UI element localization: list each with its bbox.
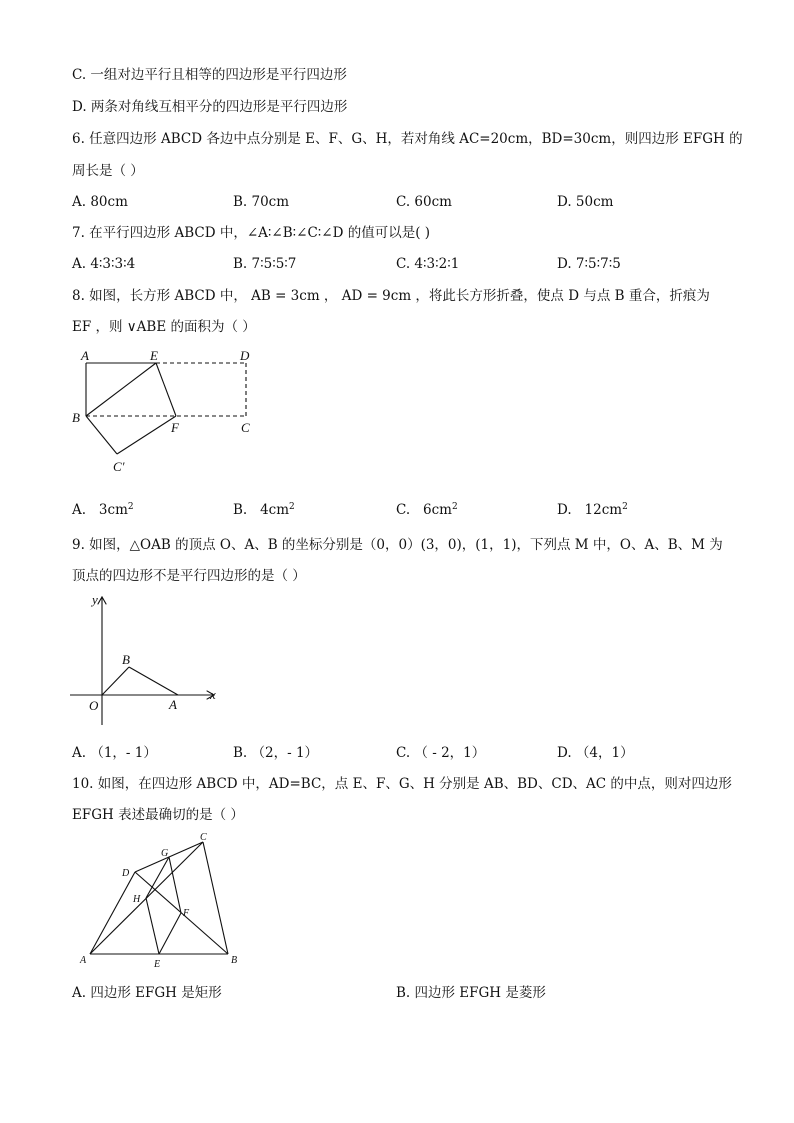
- q8-option-c-value: 6cm: [423, 502, 452, 518]
- q8-option-c-exp: 2: [451, 502, 458, 512]
- q10-label-c: C: [200, 832, 207, 843]
- q9-option-d[interactable]: D. （4，1）: [557, 745, 634, 761]
- q8-option-b-value: 4cm: [260, 502, 290, 518]
- q9-label-o: O: [89, 698, 99, 713]
- q8-label-d: D: [240, 348, 250, 363]
- q8-option-a-value: 3cm: [98, 502, 128, 518]
- q8-stem-line2: EF ，则 ∨ABE 的面积为（ ）: [72, 319, 256, 335]
- q9-label-y: y: [92, 592, 98, 607]
- q8-figure-lines: [86, 363, 246, 454]
- q10-label-b: B: [231, 955, 238, 966]
- q6-option-b[interactable]: B. 70cm: [233, 194, 290, 210]
- prev-option-d: D. 两条对角线互相平分的四边形是平行四边形: [72, 99, 348, 115]
- q6-option-c[interactable]: C. 60cm: [396, 194, 452, 210]
- q8-edge-c-prime-f: [117, 416, 176, 454]
- q9-label-b: B: [122, 652, 130, 667]
- q9-figure: [70, 590, 230, 730]
- q8-label-f: F: [171, 420, 179, 435]
- q8-option-d-letter: D.: [557, 502, 572, 518]
- q8-label-c: C: [241, 420, 250, 435]
- q8-label-e: E: [150, 348, 158, 363]
- q10-label-a: A: [80, 955, 87, 966]
- q8-option-a-letter: A.: [72, 502, 87, 518]
- q8-option-d-exp: 2: [622, 502, 628, 512]
- q7-option-b[interactable]: B. 7∶5∶5∶7: [233, 256, 297, 272]
- q8-edge-ef: [156, 363, 176, 416]
- q8-edge-bc-prime: [86, 416, 117, 454]
- q9-edge-ba: [129, 667, 178, 695]
- q10-edge-da: [90, 872, 135, 954]
- q10-segment-ef: [159, 913, 181, 954]
- q8-option-c[interactable]: [396, 501, 458, 519]
- q10-option-a[interactable]: A. 四边形 EFGH 是矩形: [72, 985, 222, 1001]
- q8-label-c-prime: C′: [113, 459, 125, 474]
- q10-edge-bc: [203, 842, 228, 954]
- q8-option-d-value: 12cm: [584, 502, 623, 518]
- q6-option-d[interactable]: D. 50cm: [557, 194, 614, 210]
- q8-option-d[interactable]: [557, 501, 628, 519]
- q8-edge-be: [86, 363, 156, 416]
- q10-option-b[interactable]: B. 四边形 EFGH 是菱形: [396, 985, 546, 1001]
- q6-option-a[interactable]: A. 80cm: [72, 194, 128, 210]
- q10-stem-line1: 10. 如图，在四边形 ABCD 中，AD=BC，点 E、F、G、H 分别是 AB、BD、CD、AC 的中点，则对四边形: [72, 776, 732, 792]
- q8-option-b-letter: B.: [233, 502, 248, 518]
- q9-triangle: [102, 667, 178, 695]
- q8-stem-line1: 8. 如图，长方形 ABCD 中， AB = 3cm ， AD = 9cm ，将此长方形折叠，使点 D 与点 B 重合，折痕为: [72, 288, 710, 304]
- q8-label-b: B: [72, 410, 80, 425]
- q10-figure-lines: [90, 842, 228, 954]
- q9-edge-ob: [102, 667, 129, 695]
- q9-stem-line2: 顶点的四边形不是平行四边形的是（ ）: [72, 568, 306, 584]
- q8-option-b[interactable]: [233, 501, 295, 519]
- q9-option-a[interactable]: A. （1，- 1）: [72, 745, 157, 761]
- q9-stem-line1: 9. 如图，△OAB 的顶点 O、A、B 的坐标分别是（0，0）(3，0)，(1，1)，下列点 M 中，O、A、B、M 为: [72, 537, 723, 553]
- q10-stem-line2: EFGH 表述最确切的是（ ）: [72, 807, 244, 823]
- q6-stem-line2: 周长是（ ）: [72, 163, 144, 179]
- q10-label-f: F: [183, 908, 190, 919]
- q6-stem-line1: 6. 任意四边形 ABCD 各边中点分别是 E、F、G、H，若对角线 AC=20cm，BD=30cm，则四边形 EFGH 的: [72, 131, 743, 147]
- q7-option-d[interactable]: D. 7∶5∶7∶5: [557, 256, 621, 272]
- q7-stem: 7. 在平行四边形 ABCD 中，∠A∶∠B∶∠C∶∠D 的值可以是( ): [72, 225, 431, 241]
- q7-option-c[interactable]: C. 4∶3∶2∶1: [396, 256, 460, 272]
- q10-label-h: H: [133, 894, 141, 905]
- q9-option-c[interactable]: C. （ - 2，1）: [396, 745, 486, 761]
- q9-label-x: x: [210, 687, 216, 702]
- q10-label-e: E: [154, 959, 161, 970]
- q7-option-a[interactable]: A. 4∶3∶3∶4: [72, 256, 136, 272]
- q10-segment-he: [146, 898, 159, 954]
- q8-figure: [70, 346, 260, 481]
- q9-option-b[interactable]: B. （2，- 1）: [233, 745, 319, 761]
- q8-option-c-letter: C.: [396, 502, 411, 518]
- q9-label-a: A: [169, 697, 177, 712]
- q8-option-b-exp: 2: [289, 502, 295, 512]
- q8-option-a-exp: 2: [127, 502, 134, 512]
- prev-option-c: C. 一组对边平行且相等的四边形是平行四边形: [72, 67, 347, 83]
- q10-label-d: D: [122, 868, 130, 879]
- q10-label-g: G: [161, 848, 169, 859]
- q8-label-a: A: [81, 348, 89, 363]
- q10-figure: [75, 832, 255, 972]
- q8-option-a[interactable]: [72, 501, 134, 519]
